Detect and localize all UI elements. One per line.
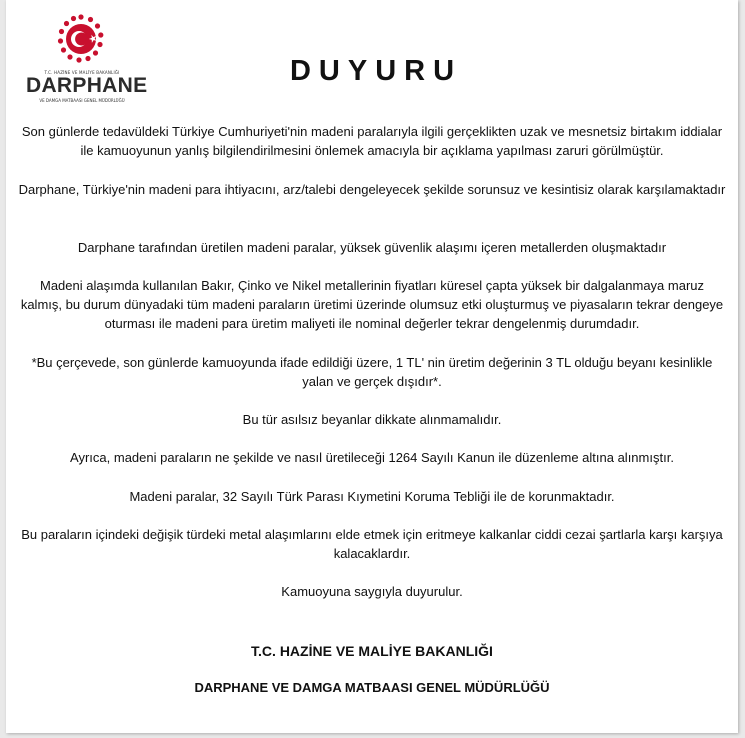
paragraph-2: Darphane, Türkiye'nin madeni para ihtiyacını, arz/talebi dengeleyecek şekilde sorunsuz ve kesintisiz olarak karşılamaktadır bbox=[18, 182, 726, 197]
signature-ministry: T.C. HAZİNE VE MALİYE BAKANLIĞI bbox=[251, 643, 493, 659]
paragraph-10: Kamuoyuna saygıyla duyurulur. bbox=[281, 584, 463, 599]
logo-ministry-text: T.C. HAZİNE VE MALİYE BAKANLIĞI bbox=[44, 70, 120, 75]
announcement-page bbox=[6, 0, 738, 733]
paragraph-1: Son günlerde tedavüldeki Türkiye Cumhuriyeti'nin madeni paralarıyla ilgili gerçeklikten uzak ve mesnetsiz birtakım iddialar ile kamuoyunun yanlış bilgilendirilmesini önlemek amacıyla bir açıklama yapılması zaruri görülmüştür. bbox=[21, 124, 723, 158]
paragraph-6: Bu tür asılsız beyanlar dikkate alınmamalıdır. bbox=[242, 412, 502, 427]
paragraph-8: Madeni paralar, 32 Sayılı Türk Parası Kıymetini Koruma Tebliği ile de korunmaktadır. bbox=[129, 489, 615, 504]
signature-directorate: DARPHANE VE DAMGA MATBAASI GENEL MÜDÜRLÜĞÜ bbox=[194, 680, 550, 695]
logo-directorate-text: VE DAMGA MATBAASI GENEL MÜDÜRLÜĞÜ bbox=[39, 98, 125, 103]
paragraph-4: Madeni alaşımda kullanılan Bakır, Çinko ve Nikel metallerinin fiyatları küresel çapta yüksek bir dalgalanmaya maruz kalmış, bu durum dünyadaki tüm madeni paraların üretimi üzerinde olumsuz etki oluşturmuş ve piyasaların tekrar dengeye oturması ile madeni para üretim maliyeti ile nominal değerler tekrar dengelenmiş durumdadır. bbox=[20, 278, 724, 331]
page-title: DUYURU bbox=[289, 55, 463, 87]
paragraph-3: Darphane tarafından üretilen madeni paralar, yüksek güvenlik alaşımı içeren metallerden oluşmaktadır bbox=[77, 240, 667, 255]
logo-wordmark: DARPHANE bbox=[26, 74, 148, 97]
paragraph-7: Ayrıca, madeni paraların ne şekilde ve nasıl üretileceği 1264 Sayılı Kanun ile düzenleme altına alınmıştır. bbox=[70, 450, 674, 465]
paragraph-9: Bu paraların içindeki değişik türdeki metal alaşımlarını elde etmek için eritmeye kalkanlar ciddi cezai şartlarla karşı karşıya kalacaklardır. bbox=[21, 527, 723, 561]
paragraph-5: *Bu çerçevede, son günlerde kamuoyunda ifade edildiği üzere, 1 TL' nin üretim değerinin 3 TL olduğu beyanı kesinlikle yalan ve gerçek dışıdır*. bbox=[31, 355, 713, 389]
